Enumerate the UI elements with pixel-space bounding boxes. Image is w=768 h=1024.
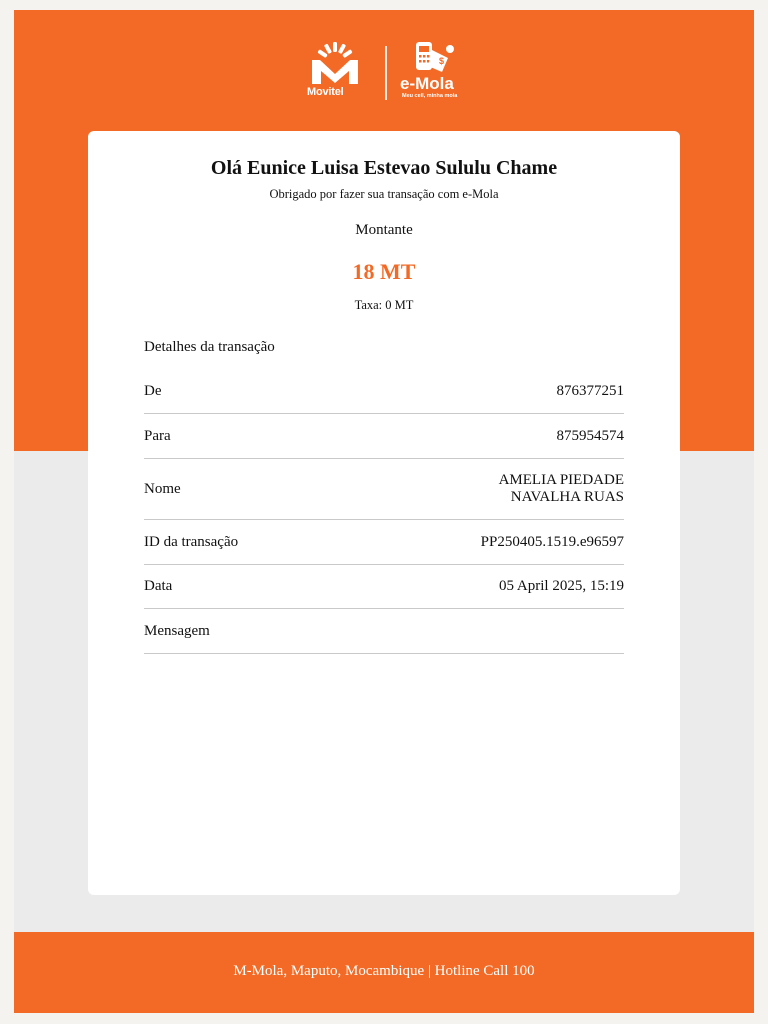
detail-label: Para [144,427,171,444]
detail-row-date [144,565,624,609]
detail-label: ID da transação [144,533,239,550]
detail-label: Nome [144,480,181,497]
detail-row-transaction-id [144,520,624,565]
greeting-title: Olá Eunice Luisa Estevao Sululu Chame [210,157,558,179]
detail-row-to [144,414,624,459]
detail-value: 875954574 [556,427,624,444]
detail-row-message [144,609,624,654]
detail-value: 876377251 [556,382,624,399]
movitel-wordmark: Movitel [307,86,344,98]
amount-value: 18 MT [352,259,416,284]
emola-wordmark: e-Mola [400,74,454,93]
emola-phone-money-icon [410,40,456,76]
thanks-message: Obrigado por fazer sua transação com e-Mola [269,187,499,201]
footer-bar [14,932,754,1013]
detail-label: Mensagem [144,622,210,639]
detail-value: PP250405.1519.e96597 [480,533,624,550]
emola-tagline: Meu cell, minha mola [402,93,458,99]
detail-value [499,472,624,506]
detail-value: 05 April 2025, 15:19 [498,578,624,594]
logo-divider [385,46,387,100]
detail-value-line: AMELIA PIEDADE [498,472,624,488]
receipt-card [88,131,680,895]
detail-row-from [144,369,624,414]
brand-logos [14,40,754,110]
fee-text: Taxa: 0 MT [354,298,414,312]
detail-label: Data [144,578,173,594]
receipt-frame [14,10,754,1013]
detail-label: De [144,382,162,399]
svg-text:$: $ [439,56,445,66]
details-title: Detalhes da transação [144,339,275,355]
footer-text: M-Mola, Maputo, Mocambique | Hotline Call 100 [233,963,535,979]
detail-value-line: NAVALHA RUAS [510,489,624,505]
detail-row-name [144,459,624,520]
transaction-details-list [144,369,624,654]
amount-label: Montante [355,222,413,238]
